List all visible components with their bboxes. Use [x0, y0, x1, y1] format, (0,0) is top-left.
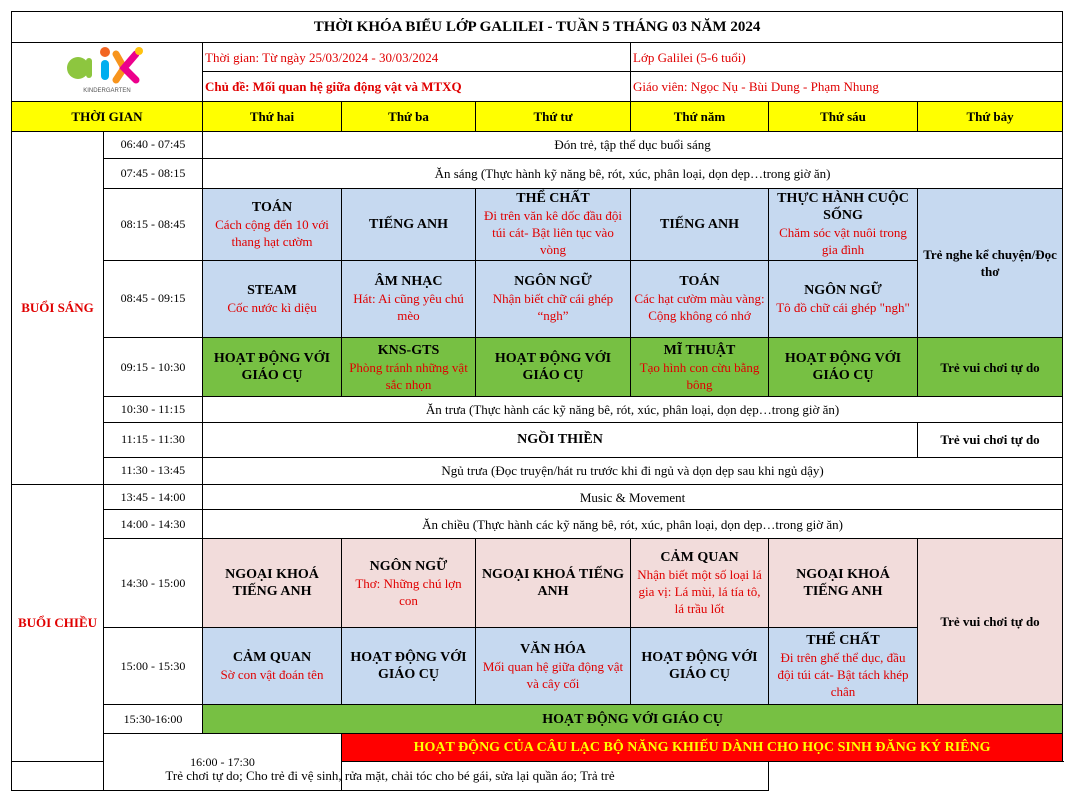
saturday-morning: Trẻ nghe kể chuyện/Đọc thơ	[918, 189, 1063, 338]
activity-full: Ăn trưa (Thực hành các kỹ năng bê, rót, xúc, phân loại, dọn dẹp…trong giờ ăn)	[203, 397, 1063, 422]
time-slot: 14:00 - 14:30	[104, 510, 203, 539]
time-slot: 09:15 - 10:30	[104, 338, 203, 397]
lesson-cell: NGÔN NGỮ Thơ: Những chú lợn con	[342, 539, 476, 628]
lesson-cell: MĨ THUẬT Tạo hình con cừu bằng bông	[631, 338, 769, 397]
session-morning: BUỔI SÁNG	[12, 131, 104, 484]
lesson-cell: KNS-GTS Phòng tránh những vật sắc nhọn	[342, 338, 476, 397]
saturday-afternoon: Trẻ vui chơi tự do	[918, 539, 1063, 705]
lesson-cell: TIẾNG ANH	[342, 189, 476, 260]
col-header-time: THỜI GIAN	[12, 101, 203, 131]
lesson-cell: THỰC HÀNH CUỘC SỐNG Chăm sóc vật nuôi trong gia đình	[769, 189, 918, 260]
lesson-cell: STEAM Cốc nước kì diệu	[203, 260, 342, 337]
time-range: Thời gian: Từ ngày 25/03/2024 - 30/03/2024	[203, 43, 631, 72]
svg-text:KINDERGARTEN: KINDERGARTEN	[83, 87, 131, 94]
col-header-day: Thứ bảy	[918, 101, 1063, 131]
activity-full: Đón trẻ, tập thể dục buổi sáng	[203, 131, 1063, 158]
lesson-cell: NGÔN NGỮ Tô đồ chữ cái ghép "ngh"	[769, 260, 918, 337]
lesson-cell: ÂM NHẠC Hát: Ai cũng yêu chú mèo	[342, 260, 476, 337]
time-slot: 13:45 - 14:00	[104, 484, 203, 509]
col-header-day: Thứ tư	[476, 101, 631, 131]
time-slot: 08:15 - 08:45	[104, 189, 203, 260]
lesson-cell: NGÔN NGỮ Nhận biết chữ cái ghép “ngh”	[476, 260, 631, 337]
time-slot: 16:00 - 17:30	[104, 734, 342, 791]
class-name: Lớp Galilei (5-6 tuổi)	[631, 43, 1063, 72]
session-afternoon: BUỔI CHIỀU	[12, 484, 104, 761]
lesson-cell: NGOẠI KHOÁ TIẾNG ANH	[476, 539, 631, 628]
lesson-cell: NGOẠI KHOÁ TIẾNG ANH	[769, 539, 918, 628]
time-slot: 08:45 - 09:15	[104, 260, 203, 337]
lesson-cell: HOẠT ĐỘNG VỚI GIÁO CỤ	[476, 338, 631, 397]
lesson-cell: NGOẠI KHOÁ TIẾNG ANH	[203, 539, 342, 628]
time-slot: 11:15 - 11:30	[104, 422, 203, 457]
activity-full: Ngủ trưa (Đọc truyện/hát ru trước khi đi ngủ và dọn dẹp sau khi ngủ dậy)	[203, 457, 1063, 484]
time-slot: 10:30 - 11:15	[104, 397, 203, 422]
col-header-day: Thứ năm	[631, 101, 769, 131]
lesson-cell: TOÁN Cách cộng đến 10 với thang hạt cườm	[203, 189, 342, 260]
page-title: THỜI KHÓA BIỂU LỚP GALILEI - TUẦN 5 THÁNG 03 NĂM 2024	[12, 12, 1063, 43]
lesson-cell: CẢM QUAN Nhận biết một số loại lá gia vị: Lá mùi, lá tía tô, lá trầu lốt	[631, 539, 769, 628]
lesson-cell: CẢM QUAN Sờ con vật đoán tên	[203, 627, 342, 704]
time-slot: 06:40 - 07:45	[104, 131, 203, 158]
teaching-aids-activity: HOẠT ĐỘNG VỚI GIÁO CỤ	[203, 705, 1063, 734]
lesson-cell: HOẠT ĐỘNG VỚI GIÁO CỤ	[342, 627, 476, 704]
time-slot: 07:45 - 08:15	[104, 158, 203, 188]
teachers: Giáo viên: Ngọc Nụ - Bùi Dung - Phạm Nhung	[631, 72, 1063, 101]
col-header-day: Thứ sáu	[769, 101, 918, 131]
col-header-day: Thứ hai	[203, 101, 342, 131]
saturday-activity: Trẻ vui chơi tự do	[918, 422, 1063, 457]
lesson-cell: THỂ CHẤT Đi trên văn kê dốc đầu đội túi cát- Bật liên tục vào vòng	[476, 189, 631, 260]
time-slot: 15:00 - 15:30	[104, 627, 203, 704]
logo-icon	[62, 46, 152, 98]
lesson-cell: THỂ CHẤT Đi trên ghế thể dục, đầu đội túi cát- Bật tách khép chân	[769, 627, 918, 704]
col-header-day: Thứ ba	[342, 101, 476, 131]
saturday-activity: Trẻ vui chơi tự do	[918, 338, 1063, 397]
club-activity: HOẠT ĐỘNG CỦA CÂU LẠC BỘ NĂNG KHIẾU DÀNH CHO HỌC SINH ĐĂNG KÝ RIÊNG	[342, 734, 1063, 761]
lesson-cell: VĂN HÓA Mối quan hệ giữa động vật và cây cối	[476, 627, 631, 704]
lesson-cell: HOẠT ĐỘNG VỚI GIÁO CỤ	[631, 627, 769, 704]
time-slot: 14:30 - 15:00	[104, 539, 203, 628]
meditation: NGỒI THIỀN	[203, 422, 918, 457]
topic: Chủ đề: Mối quan hệ giữa động vật và MTXQ	[203, 72, 631, 101]
lesson-cell: HOẠT ĐỘNG VỚI GIÁO CỤ	[769, 338, 918, 397]
activity-full: Ăn sáng (Thực hành kỹ năng bê, rót, xúc, phân loại, dọn dẹp…trong giờ ăn)	[203, 158, 1063, 188]
time-slot: 11:30 - 13:45	[104, 457, 203, 484]
time-slot: 15:30-16:00	[104, 705, 203, 734]
lesson-cell: HOẠT ĐỘNG VỚI GIÁO CỤ	[203, 338, 342, 397]
lesson-cell: TOÁN Các hạt cườm màu vàng: Cộng không có nhớ	[631, 260, 769, 337]
activity-full: Music & Movement	[203, 484, 1063, 509]
timetable	[11, 11, 1063, 791]
activity-full: Trẻ chơi tự do; Cho trẻ đi vệ sinh, rửa mặt, chải tóc cho bé gái, sửa lại quần áo; Trả trẻ	[12, 761, 769, 790]
lesson-cell: TIẾNG ANH	[631, 189, 769, 260]
school-logo	[12, 43, 203, 101]
activity-full: Ăn chiều (Thực hành các kỹ năng bê, rót, xúc, phân loại, dọn dẹp…trong giờ ăn)	[203, 510, 1063, 539]
